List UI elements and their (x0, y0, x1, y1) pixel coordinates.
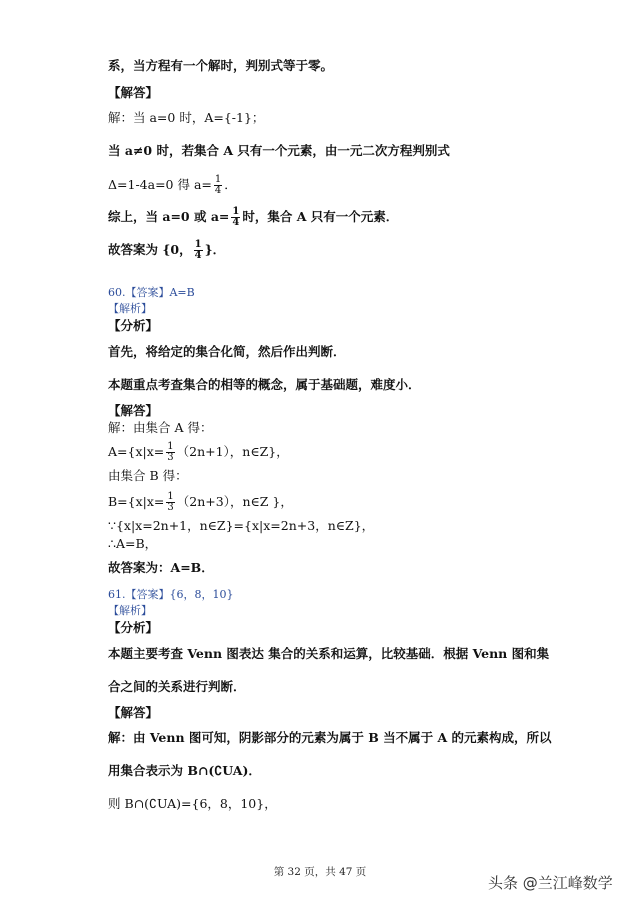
q60-line-6: B={x|x= $\frac{1}{3}$ （2n+3），n∈Z }， (108, 491, 293, 513)
q60-line-3: 解：由集合 A 得： (108, 420, 213, 435)
q60-line-2: 本题重点考查集合的相等的概念，属于基础题，难度小． (108, 377, 421, 392)
q61-line-4: 用集合表示为 B∩(∁UA)． (108, 763, 261, 778)
q61-answer-header: 61.【答案】{6，8，10} (108, 588, 234, 601)
prev-line-1: 系，当方程有一个解时，判别式等于零。 (108, 58, 334, 73)
q60-line-4: A={x|x= $\frac{1}{3}$ （2n+1），n∈Z}， (108, 441, 289, 463)
fraction: $\frac{1}{4}$ (214, 174, 222, 196)
q60-line-1: 首先，将给定的集合化简，然后作出判断． (108, 344, 346, 359)
prev-solution-heading: 【解答】 (108, 85, 159, 100)
prev-line-4: Δ=1-4a=0 得 a= $\frac{1}{4}$ ． (108, 174, 237, 196)
q60-fenxi-heading: 【分析】 (108, 318, 159, 333)
prev-line-5: 综上，当 a=0 或 a= $\frac{1}{4}$ 时，集合 A 只有一个元素． (108, 206, 399, 228)
prev-line-6: 故答案为 {0， $\frac{1}{4}$ }． (108, 239, 226, 261)
q61-jieda-heading: 【解答】 (108, 705, 159, 720)
fraction: $\frac{1}{3}$ (167, 491, 174, 513)
page-number-footer: 第 32 页，共 47 页 (273, 866, 367, 878)
q61-line-1: 本题主要考查 Venn 图表达 集合的关系和运算，比较基础．根据 Venn 图和集 (108, 646, 550, 661)
q61-fenxi-heading: 【分析】 (108, 620, 159, 635)
q60-line-5: 由集合 B 得： (108, 468, 188, 483)
fraction: $\frac{1}{4}$ (194, 239, 202, 261)
watermark: 头条 @兰江峰数学 (488, 874, 613, 892)
q61-line-2: 合之间的关系进行判断． (108, 679, 246, 694)
fraction: $\frac{1}{3}$ (167, 441, 174, 463)
q60-line-8: ∴A=B， (108, 536, 158, 551)
q60-line-9: 故答案为：A=B． (108, 560, 214, 575)
q60-analysis-tag: 【解析】 (108, 302, 152, 315)
fraction: $\frac{1}{4}$ (232, 206, 240, 228)
q60-answer-header: 60.【答案】A=B (108, 286, 195, 299)
q60-line-7: ∵{x|x=2n+1，n∈Z}={x|x=2n+3，n∈Z}， (108, 518, 375, 533)
q61-analysis-tag: 【解析】 (108, 604, 152, 617)
q60-jieda-heading: 【解答】 (108, 403, 159, 418)
q61-line-5: 则 B∩(∁UA)={6，8，10}， (108, 796, 277, 811)
q61-line-3: 解：由 Venn 图可知，阴影部分的元素为属于 B 当不属于 A 的元素构成，所以 (108, 730, 552, 745)
prev-line-3: 当 a≠0 时，若集合 A 只有一个元素，由一元二次方程判别式 (108, 143, 450, 158)
prev-line-2: 解：当 a=0 时，A={-1}； (108, 110, 265, 125)
